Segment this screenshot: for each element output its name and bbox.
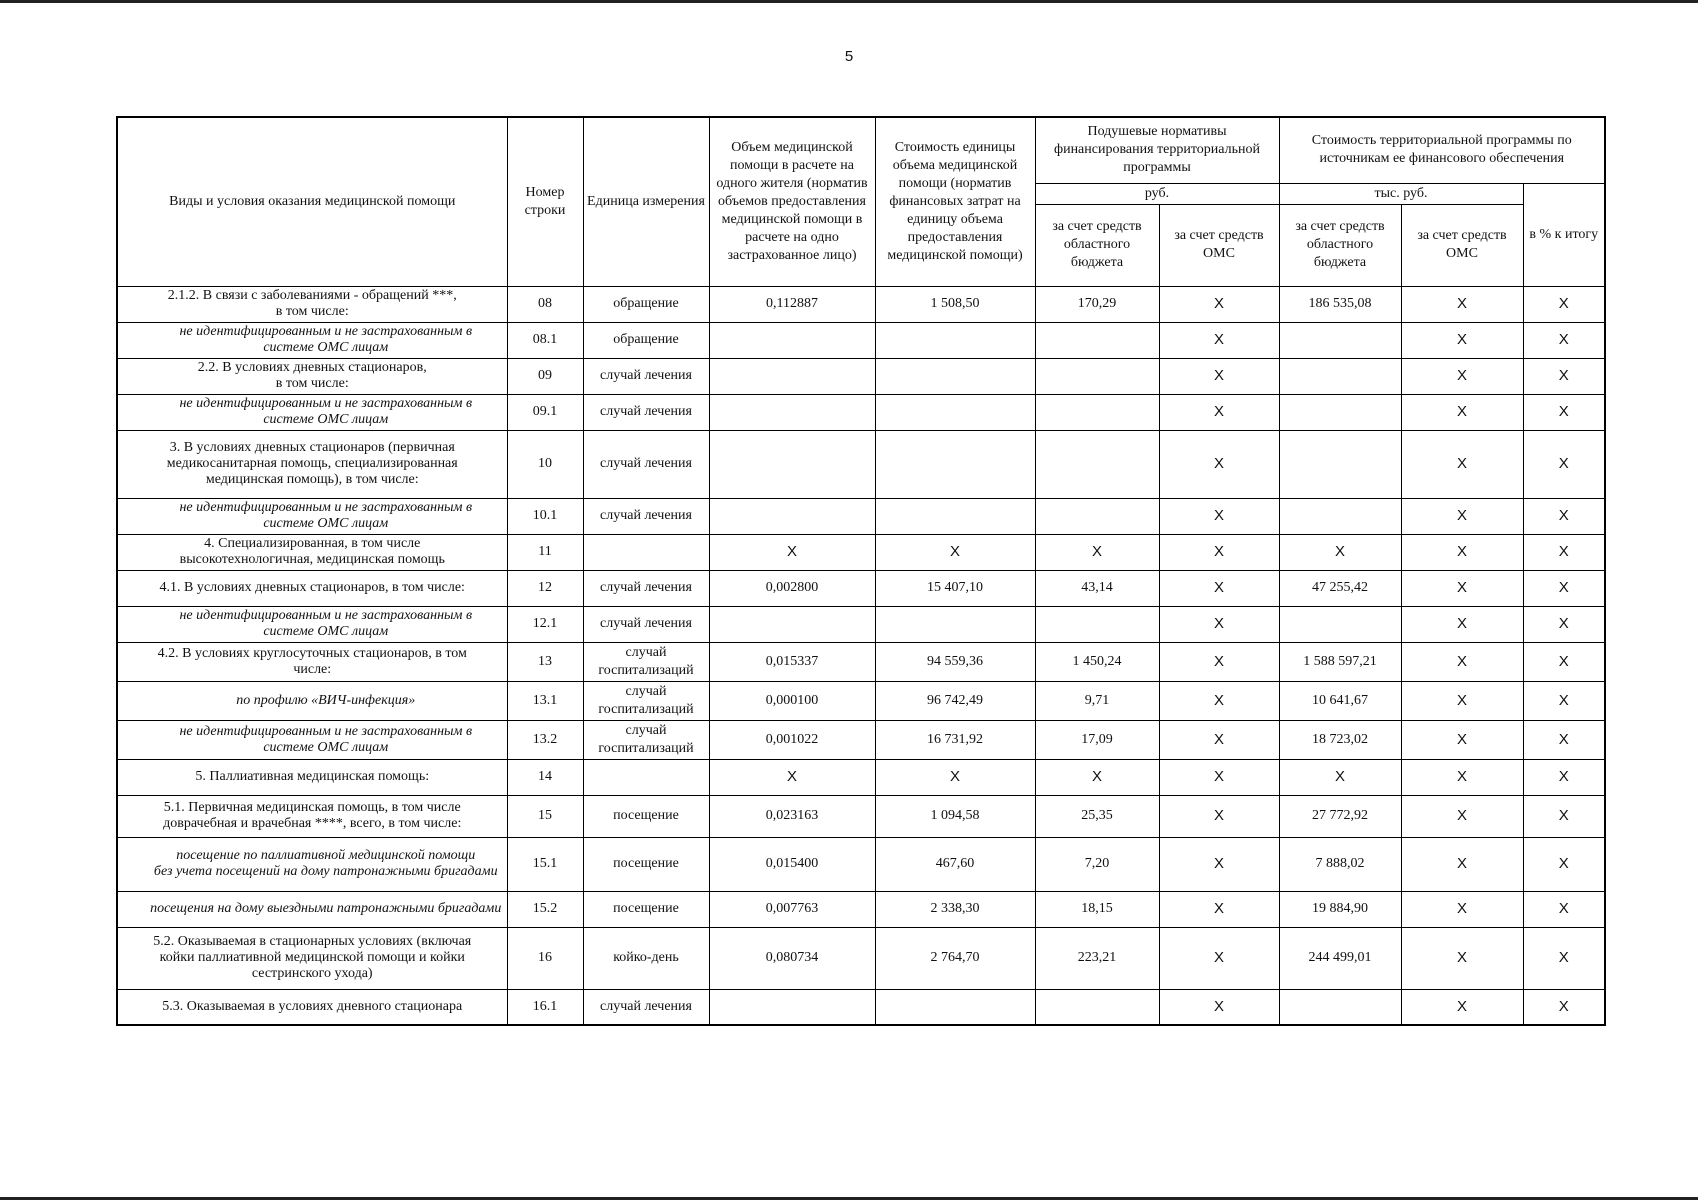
row-percent: Х <box>1523 394 1605 430</box>
row-name <box>117 498 507 534</box>
row-total-budget: 47 255,42 <box>1279 570 1401 606</box>
row-number: 09 <box>507 358 583 394</box>
table-row-15.1 <box>117 837 1605 891</box>
row-volume: 0,080734 <box>709 927 875 989</box>
row-percent: Х <box>1523 322 1605 358</box>
row-unit: случай госпитализаций <box>583 720 709 759</box>
table-row-13 <box>117 642 1605 681</box>
row-unit: случай лечения <box>583 394 709 430</box>
row-number: 13.1 <box>507 681 583 720</box>
row-number: 16.1 <box>507 989 583 1025</box>
row-name-line-1: не идентифицированным и не застрахованным в <box>179 324 473 339</box>
row-name-line-2: системе ОМС лицам <box>263 340 389 355</box>
row-total-budget: Х <box>1279 534 1401 570</box>
row-name <box>117 322 507 358</box>
row-percapita-budget: Х <box>1035 759 1159 795</box>
row-total-oms: Х <box>1401 759 1523 795</box>
row-name-line-1: не идентифицированным и не застрахованным в <box>179 723 473 739</box>
row-name-line-3: сестринского ухода) <box>251 966 373 981</box>
row-total-budget <box>1279 322 1401 358</box>
row-name-line-1: 5.1. Первичная медицинская помощь, в том числе <box>163 800 461 815</box>
row-volume <box>709 322 875 358</box>
row-percapita-budget: 9,71 <box>1035 681 1159 720</box>
row-cost: 96 742,49 <box>875 681 1035 720</box>
row-percapita-oms: Х <box>1159 286 1279 322</box>
row-cost <box>875 394 1035 430</box>
row-total-budget: 244 499,01 <box>1279 927 1401 989</box>
row-unit: случай лечения <box>583 989 709 1025</box>
row-name-line-2: медикосанитарная помощь, специализированная <box>166 456 458 471</box>
row-percapita-oms: Х <box>1159 570 1279 606</box>
header-total-oms: за счет средств ОМС <box>1401 204 1523 286</box>
header-total-budget: за счет средств областного бюджета <box>1279 204 1401 286</box>
row-total-budget: 27 772,92 <box>1279 795 1401 837</box>
row-percapita-oms: Х <box>1159 430 1279 498</box>
row-percapita-budget: 25,35 <box>1035 795 1159 837</box>
row-name <box>117 534 507 570</box>
row-unit: случай лечения <box>583 430 709 498</box>
row-total-budget: 10 641,67 <box>1279 681 1401 720</box>
row-cost <box>875 606 1035 642</box>
row-cost: 2 338,30 <box>875 891 1035 927</box>
row-name-line-1: не идентифицированным и не застрахованным в <box>179 608 473 623</box>
row-unit: посещение <box>583 891 709 927</box>
row-total-budget: Х <box>1279 759 1401 795</box>
row-percapita-budget <box>1035 430 1159 498</box>
row-number: 12.1 <box>507 606 583 642</box>
page-number: 5 <box>844 48 854 65</box>
table-row-15 <box>117 795 1605 837</box>
row-percent: Х <box>1523 498 1605 534</box>
row-total-oms: Х <box>1401 358 1523 394</box>
row-total-oms: Х <box>1401 498 1523 534</box>
row-unit: койко-день <box>583 927 709 989</box>
table-header <box>117 117 1605 286</box>
table-row-13.2 <box>117 720 1605 759</box>
row-volume: Х <box>709 759 875 795</box>
row-name <box>117 681 507 720</box>
header-kind: Виды и условия оказания медицинской помощи <box>117 117 507 286</box>
header-unit-thrub: тыс. руб. <box>1279 183 1523 204</box>
scan-top-border <box>0 0 1698 3</box>
row-percapita-oms: Х <box>1159 891 1279 927</box>
row-cost <box>875 430 1035 498</box>
row-name <box>117 606 507 642</box>
table-row-14 <box>117 759 1605 795</box>
row-name-line-1: 5.2. Оказываемая в стационарных условиях (включая <box>153 934 472 949</box>
row-cost: Х <box>875 534 1035 570</box>
row-percent: Х <box>1523 891 1605 927</box>
row-cost <box>875 989 1035 1025</box>
row-percapita-budget <box>1035 358 1159 394</box>
table-row-10.1 <box>117 498 1605 534</box>
row-cost: 1 508,50 <box>875 286 1035 322</box>
row-total-oms: Х <box>1401 927 1523 989</box>
row-total-oms: Х <box>1401 681 1523 720</box>
row-percent: Х <box>1523 430 1605 498</box>
table-body <box>117 286 1605 1025</box>
row-percapita-oms: Х <box>1159 358 1279 394</box>
row-volume <box>709 989 875 1025</box>
row-name-line-1: 3. В условиях дневных стационаров (первичная <box>169 440 455 455</box>
row-percapita-budget: 17,09 <box>1035 720 1159 759</box>
row-name <box>117 720 507 759</box>
row-percent: Х <box>1523 534 1605 570</box>
table-row-11 <box>117 534 1605 570</box>
row-name-line-1: 2.1.2. В связи с заболеваниями - обращений ***, <box>167 288 457 303</box>
row-percapita-budget <box>1035 606 1159 642</box>
header-unit: Единица измерения <box>583 117 709 286</box>
row-name <box>117 394 507 430</box>
row-volume: 0,023163 <box>709 795 875 837</box>
row-number: 08.1 <box>507 322 583 358</box>
row-percapita-oms: Х <box>1159 795 1279 837</box>
row-total-budget: 186 535,08 <box>1279 286 1401 322</box>
row-total-budget <box>1279 394 1401 430</box>
row-name-line-2: числе: <box>293 661 332 677</box>
row-volume <box>709 498 875 534</box>
row-cost: 2 764,70 <box>875 927 1035 989</box>
row-volume <box>709 606 875 642</box>
row-number: 13 <box>507 642 583 681</box>
table-row-09 <box>117 358 1605 394</box>
row-percapita-budget <box>1035 498 1159 534</box>
table-row-16.1 <box>117 989 1605 1025</box>
row-percent: Х <box>1523 989 1605 1025</box>
row-total-budget <box>1279 498 1401 534</box>
row-percapita-oms: Х <box>1159 322 1279 358</box>
header-volume: Объем медицинской помощи в расчете на одного жителя (норматив объемов предоставления медицинской помощи в расчете на одно застрахованное лицо) <box>709 117 875 286</box>
row-cost: 16 731,92 <box>875 720 1035 759</box>
row-volume: 0,002800 <box>709 570 875 606</box>
row-volume: 0,007763 <box>709 891 875 927</box>
row-volume: Х <box>709 534 875 570</box>
row-name-line-2: системе ОМС лицам <box>263 624 389 639</box>
header-percent: в % к итогу <box>1523 183 1605 286</box>
row-number: 10.1 <box>507 498 583 534</box>
row-number: 15.2 <box>507 891 583 927</box>
row-percapita-oms: Х <box>1159 720 1279 759</box>
row-unit: случай госпитализаций <box>583 642 709 681</box>
row-name-line-1: не идентифицированным и не застрахованным в <box>179 396 473 411</box>
row-name-line-2: без учета посещений на дому патронажными <box>153 864 431 879</box>
row-percapita-budget: 43,14 <box>1035 570 1159 606</box>
row-total-oms: Х <box>1401 642 1523 681</box>
row-unit: обращение <box>583 322 709 358</box>
row-number: 11 <box>507 534 583 570</box>
row-cost: 1 094,58 <box>875 795 1035 837</box>
row-percent: Х <box>1523 642 1605 681</box>
row-cost: 15 407,10 <box>875 570 1035 606</box>
header-unit-rub: руб. <box>1035 183 1279 204</box>
row-name <box>117 759 507 795</box>
row-name <box>117 927 507 989</box>
row-percapita-oms: Х <box>1159 989 1279 1025</box>
row-total-budget: 18 723,02 <box>1279 720 1401 759</box>
row-volume: 0,000100 <box>709 681 875 720</box>
row-percapita-oms: Х <box>1159 837 1279 891</box>
row-total-oms: Х <box>1401 570 1523 606</box>
row-unit: случай лечения <box>583 498 709 534</box>
row-percent: Х <box>1523 570 1605 606</box>
row-percent: Х <box>1523 720 1605 759</box>
row-unit: посещение <box>583 795 709 837</box>
row-total-budget: 7 888,02 <box>1279 837 1401 891</box>
row-total-oms: Х <box>1401 891 1523 927</box>
row-unit: случай лечения <box>583 570 709 606</box>
row-percapita-budget <box>1035 989 1159 1025</box>
row-volume <box>709 430 875 498</box>
table-row-10 <box>117 430 1605 498</box>
row-number: 10 <box>507 430 583 498</box>
row-percapita-oms: Х <box>1159 498 1279 534</box>
row-percent: Х <box>1523 759 1605 795</box>
row-volume <box>709 358 875 394</box>
row-name <box>117 795 507 837</box>
row-total-oms: Х <box>1401 837 1523 891</box>
table-row-12.1 <box>117 606 1605 642</box>
row-name-line-2: в том числе: <box>275 304 349 319</box>
row-number: 16 <box>507 927 583 989</box>
row-cost: 467,60 <box>875 837 1035 891</box>
row-name-line-2: системе ОМС лицам <box>263 739 389 755</box>
row-number: 08 <box>507 286 583 322</box>
row-name <box>117 837 507 891</box>
row-percapita-oms: Х <box>1159 927 1279 989</box>
row-volume: 0,015337 <box>709 642 875 681</box>
header-percapita-group: Подушевые нормативы финансирования территориальной программы <box>1035 117 1279 183</box>
row-name-line-2: системе ОМС лицам <box>263 412 389 427</box>
table-row-16 <box>117 927 1605 989</box>
row-name-line-1: посещения на дому выездными патронажными <box>150 901 435 916</box>
header-cost: Стоимость единицы объема медицинской помощи (норматив финансовых затрат на единицу объема предоставления медицинской помощи) <box>875 117 1035 286</box>
row-cost <box>875 498 1035 534</box>
row-name-line-2: бригадами <box>437 901 502 916</box>
row-name-line-1: посещение по паллиативной медицинской помощи <box>176 848 476 863</box>
row-cost: Х <box>875 759 1035 795</box>
row-name <box>117 891 507 927</box>
row-total-oms: Х <box>1401 795 1523 837</box>
row-name <box>117 642 507 681</box>
row-name-line-1: 4. Специализированная, в том числе <box>204 536 421 551</box>
row-volume: 0,001022 <box>709 720 875 759</box>
row-name-line-1: 4.1. В условиях дневных стационаров, в том числе: <box>159 580 465 595</box>
row-percapita-oms: Х <box>1159 394 1279 430</box>
row-name-line-1: 2.2. В условиях дневных стационаров, <box>197 360 427 375</box>
row-unit: случай госпитализаций <box>583 681 709 720</box>
row-total-budget: 1 588 597,21 <box>1279 642 1401 681</box>
row-percapita-oms: Х <box>1159 642 1279 681</box>
row-name-line-3: медицинская помощь), в том числе: <box>205 472 419 487</box>
program-cost-table <box>116 116 1606 1026</box>
row-percapita-budget: 18,15 <box>1035 891 1159 927</box>
row-volume: 0,015400 <box>709 837 875 891</box>
row-name-line-1: по профилю «ВИЧ-инфекция» <box>236 692 416 708</box>
row-number: 13.2 <box>507 720 583 759</box>
row-total-oms: Х <box>1401 534 1523 570</box>
row-name-line-2: высокотехнологичная, медицинская помощь <box>179 552 445 567</box>
row-name-line-1: 4.2. В условиях круглосуточных стационаров, в том <box>157 645 467 661</box>
row-percent: Х <box>1523 358 1605 394</box>
row-unit: случай лечения <box>583 606 709 642</box>
row-name-line-1: не идентифицированным и не застрахованным в <box>179 500 473 515</box>
row-unit <box>583 759 709 795</box>
row-total-budget <box>1279 358 1401 394</box>
row-number: 15 <box>507 795 583 837</box>
row-unit: обращение <box>583 286 709 322</box>
row-total-oms: Х <box>1401 322 1523 358</box>
row-name <box>117 430 507 498</box>
table-row-09.1 <box>117 394 1605 430</box>
row-unit: посещение <box>583 837 709 891</box>
row-number: 12 <box>507 570 583 606</box>
row-total-oms: Х <box>1401 430 1523 498</box>
row-name <box>117 570 507 606</box>
row-percapita-oms: Х <box>1159 534 1279 570</box>
table-row-13.1 <box>117 681 1605 720</box>
row-percapita-oms: Х <box>1159 606 1279 642</box>
row-percent: Х <box>1523 837 1605 891</box>
row-volume: 0,112887 <box>709 286 875 322</box>
row-percapita-budget: Х <box>1035 534 1159 570</box>
row-percapita-budget <box>1035 394 1159 430</box>
header-total-group: Стоимость территориальной программы по источникам ее финансового обеспечения <box>1279 117 1605 183</box>
row-name <box>117 286 507 322</box>
row-name-line-2: доврачебная и врачебная ****, всего, в том числе: <box>163 816 462 831</box>
row-total-budget <box>1279 430 1401 498</box>
row-number: 15.1 <box>507 837 583 891</box>
header-row-number: Номер строки <box>507 117 583 286</box>
row-total-oms: Х <box>1401 720 1523 759</box>
row-name-line-3: бригадами <box>434 864 498 879</box>
row-percapita-budget <box>1035 322 1159 358</box>
row-total-budget <box>1279 606 1401 642</box>
row-percent: Х <box>1523 795 1605 837</box>
row-total-oms: Х <box>1401 286 1523 322</box>
row-name-line-2: системе ОМС лицам <box>263 516 389 531</box>
row-percapita-budget: 1 450,24 <box>1035 642 1159 681</box>
header-percapita-oms: за счет средств ОМС <box>1159 204 1279 286</box>
table-row-12 <box>117 570 1605 606</box>
table-row-08.1 <box>117 322 1605 358</box>
row-total-oms: Х <box>1401 606 1523 642</box>
row-percapita-budget: 170,29 <box>1035 286 1159 322</box>
table-row-15.2 <box>117 891 1605 927</box>
row-unit <box>583 534 709 570</box>
row-number: 09.1 <box>507 394 583 430</box>
row-total-budget <box>1279 989 1401 1025</box>
table-row-08 <box>117 286 1605 322</box>
row-name-line-1: 5. Паллиативная медицинская помощь: <box>195 769 430 784</box>
row-percapita-oms: Х <box>1159 759 1279 795</box>
row-percapita-oms: Х <box>1159 681 1279 720</box>
row-percapita-budget: 7,20 <box>1035 837 1159 891</box>
row-number: 14 <box>507 759 583 795</box>
row-total-oms: Х <box>1401 989 1523 1025</box>
row-percent: Х <box>1523 681 1605 720</box>
row-percapita-budget: 223,21 <box>1035 927 1159 989</box>
row-unit: случай лечения <box>583 358 709 394</box>
row-name-line-2: в том числе: <box>275 376 349 391</box>
row-name <box>117 989 507 1025</box>
row-volume <box>709 394 875 430</box>
row-cost: 94 559,36 <box>875 642 1035 681</box>
row-total-oms: Х <box>1401 394 1523 430</box>
row-cost <box>875 358 1035 394</box>
header-percapita-budget: за счет средств областного бюджета <box>1035 204 1159 286</box>
row-cost <box>875 322 1035 358</box>
row-name <box>117 358 507 394</box>
row-name-line-1: 5.3. Оказываемая в условиях дневного стационара <box>162 998 463 1014</box>
row-percent: Х <box>1523 606 1605 642</box>
row-percent: Х <box>1523 927 1605 989</box>
row-name-line-2: койки паллиативной медицинской помощи и койки <box>159 950 465 965</box>
row-percent: Х <box>1523 286 1605 322</box>
row-total-budget: 19 884,90 <box>1279 891 1401 927</box>
